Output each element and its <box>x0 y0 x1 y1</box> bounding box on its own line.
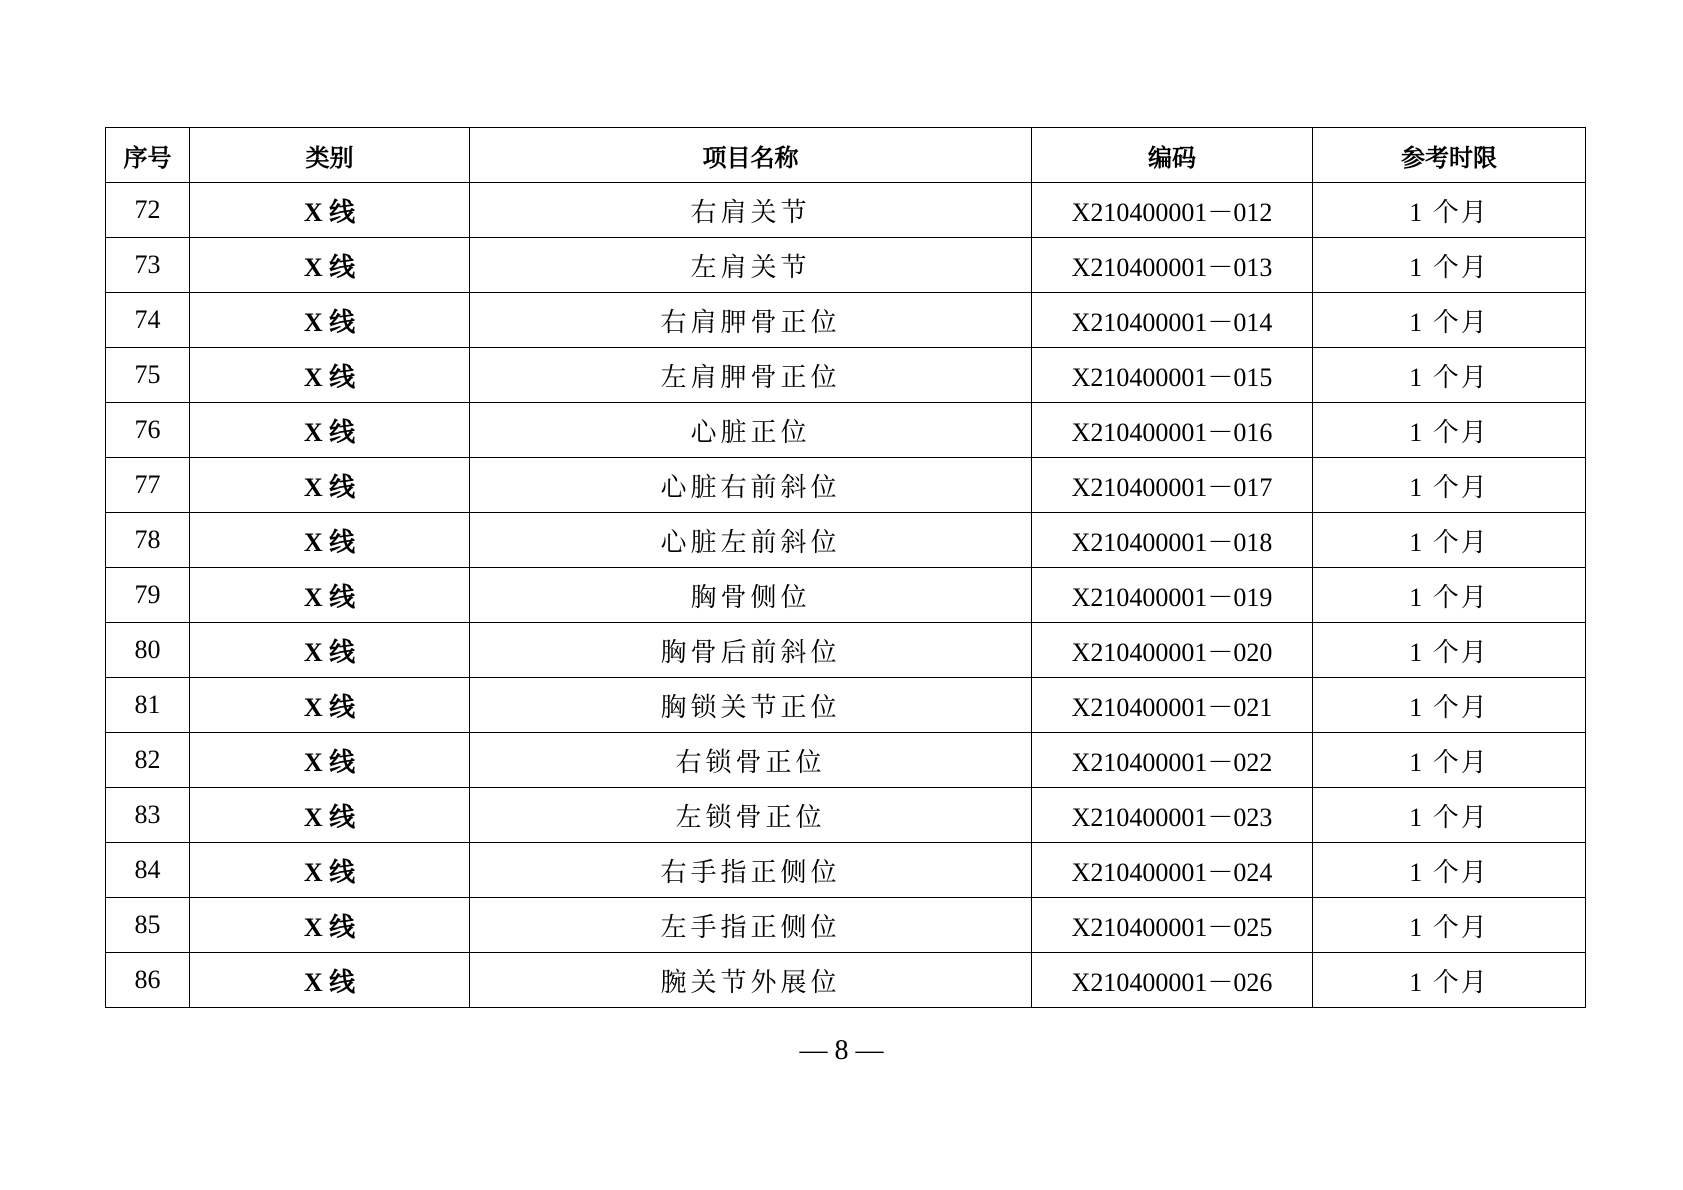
header-category: 类别 <box>190 128 470 183</box>
row-name-cell: 心脏正位 <box>470 403 1032 458</box>
row-name-cell: 左肩关节 <box>470 238 1032 293</box>
row-category-cell: X 线 <box>190 238 470 293</box>
row-category-cell: X 线 <box>190 293 470 348</box>
table-row <box>106 788 1586 843</box>
row-code-cell: X210400001－015 <box>1032 348 1313 403</box>
row-category-cell: X 线 <box>190 678 470 733</box>
row-code-cell: X210400001－025 <box>1032 898 1313 953</box>
row-code-cell: X210400001－024 <box>1032 843 1313 898</box>
row-category-cell: X 线 <box>190 183 470 238</box>
row-time-cell: 1 个月 <box>1313 788 1586 843</box>
table-row <box>106 183 1586 238</box>
table-row <box>106 843 1586 898</box>
row-no-cell: 84 <box>106 843 190 898</box>
row-code-cell: X210400001－012 <box>1032 183 1313 238</box>
table-row <box>106 568 1586 623</box>
row-name-cell: 胸锁关节正位 <box>470 678 1032 733</box>
row-name-cell: 右肩关节 <box>470 183 1032 238</box>
row-name-cell: 腕关节外展位 <box>470 953 1032 1008</box>
row-name-cell: 左手指正侧位 <box>470 898 1032 953</box>
row-time-cell: 1 个月 <box>1313 898 1586 953</box>
row-category-cell: X 线 <box>190 788 470 843</box>
row-time-cell: 1 个月 <box>1313 238 1586 293</box>
row-name-cell: 心脏右前斜位 <box>470 458 1032 513</box>
row-time-cell: 1 个月 <box>1313 403 1586 458</box>
row-category-cell: X 线 <box>190 623 470 678</box>
row-code-cell: X210400001－021 <box>1032 678 1313 733</box>
row-time-cell: 1 个月 <box>1313 348 1586 403</box>
row-category-cell: X 线 <box>190 733 470 788</box>
row-code-cell: X210400001－023 <box>1032 788 1313 843</box>
table-row <box>106 293 1586 348</box>
table-row <box>106 678 1586 733</box>
row-name-cell: 心脏左前斜位 <box>470 513 1032 568</box>
row-category-cell: X 线 <box>190 458 470 513</box>
row-time-cell: 1 个月 <box>1313 568 1586 623</box>
row-no-cell: 73 <box>106 238 190 293</box>
row-no-cell: 74 <box>106 293 190 348</box>
row-name-cell: 胸骨侧位 <box>470 568 1032 623</box>
row-name-cell: 左锁骨正位 <box>470 788 1032 843</box>
row-no-cell: 75 <box>106 348 190 403</box>
row-category-cell: X 线 <box>190 403 470 458</box>
row-no-cell: 72 <box>106 183 190 238</box>
row-name-cell: 右肩胛骨正位 <box>470 293 1032 348</box>
row-no-cell: 78 <box>106 513 190 568</box>
row-no-cell: 83 <box>106 788 190 843</box>
table-row <box>106 458 1586 513</box>
row-code-cell: X210400001－014 <box>1032 293 1313 348</box>
header-no: 序号 <box>106 128 190 183</box>
row-no-cell: 82 <box>106 733 190 788</box>
table-row <box>106 403 1586 458</box>
row-code-cell: X210400001－022 <box>1032 733 1313 788</box>
row-category-cell: X 线 <box>190 843 470 898</box>
row-category-cell: X 线 <box>190 513 470 568</box>
row-time-cell: 1 个月 <box>1313 183 1586 238</box>
row-time-cell: 1 个月 <box>1313 843 1586 898</box>
row-name-cell: 胸骨后前斜位 <box>470 623 1032 678</box>
row-no-cell: 77 <box>106 458 190 513</box>
row-time-cell: 1 个月 <box>1313 953 1586 1008</box>
items-table <box>105 127 1586 1008</box>
row-time-cell: 1 个月 <box>1313 623 1586 678</box>
row-time-cell: 1 个月 <box>1313 678 1586 733</box>
table-body <box>106 183 1586 1008</box>
row-code-cell: X210400001－013 <box>1032 238 1313 293</box>
row-code-cell: X210400001－017 <box>1032 458 1313 513</box>
row-category-cell: X 线 <box>190 898 470 953</box>
row-no-cell: 79 <box>106 568 190 623</box>
row-time-cell: 1 个月 <box>1313 458 1586 513</box>
table-row <box>106 348 1586 403</box>
row-no-cell: 85 <box>106 898 190 953</box>
table-row <box>106 238 1586 293</box>
table-row <box>106 898 1586 953</box>
row-no-cell: 81 <box>106 678 190 733</box>
row-name-cell: 右锁骨正位 <box>470 733 1032 788</box>
row-code-cell: X210400001－020 <box>1032 623 1313 678</box>
page-number: — 8 — <box>799 1035 884 1066</box>
row-no-cell: 76 <box>106 403 190 458</box>
header-row <box>106 128 1586 183</box>
row-name-cell: 左肩胛骨正位 <box>470 348 1032 403</box>
header-code: 编码 <box>1032 128 1313 183</box>
header-time: 参考时限 <box>1313 128 1586 183</box>
row-code-cell: X210400001－018 <box>1032 513 1313 568</box>
header-name: 项目名称 <box>470 128 1032 183</box>
table-header <box>106 128 1586 183</box>
row-category-cell: X 线 <box>190 348 470 403</box>
row-time-cell: 1 个月 <box>1313 293 1586 348</box>
row-name-cell: 右手指正侧位 <box>470 843 1032 898</box>
row-category-cell: X 线 <box>190 953 470 1008</box>
row-no-cell: 86 <box>106 953 190 1008</box>
row-no-cell: 80 <box>106 623 190 678</box>
table-row <box>106 513 1586 568</box>
row-code-cell: X210400001－019 <box>1032 568 1313 623</box>
table-row <box>106 953 1586 1008</box>
row-time-cell: 1 个月 <box>1313 733 1586 788</box>
row-code-cell: X210400001－026 <box>1032 953 1313 1008</box>
row-time-cell: 1 个月 <box>1313 513 1586 568</box>
row-code-cell: X210400001－016 <box>1032 403 1313 458</box>
table-row <box>106 623 1586 678</box>
row-category-cell: X 线 <box>190 568 470 623</box>
table-row <box>106 733 1586 788</box>
